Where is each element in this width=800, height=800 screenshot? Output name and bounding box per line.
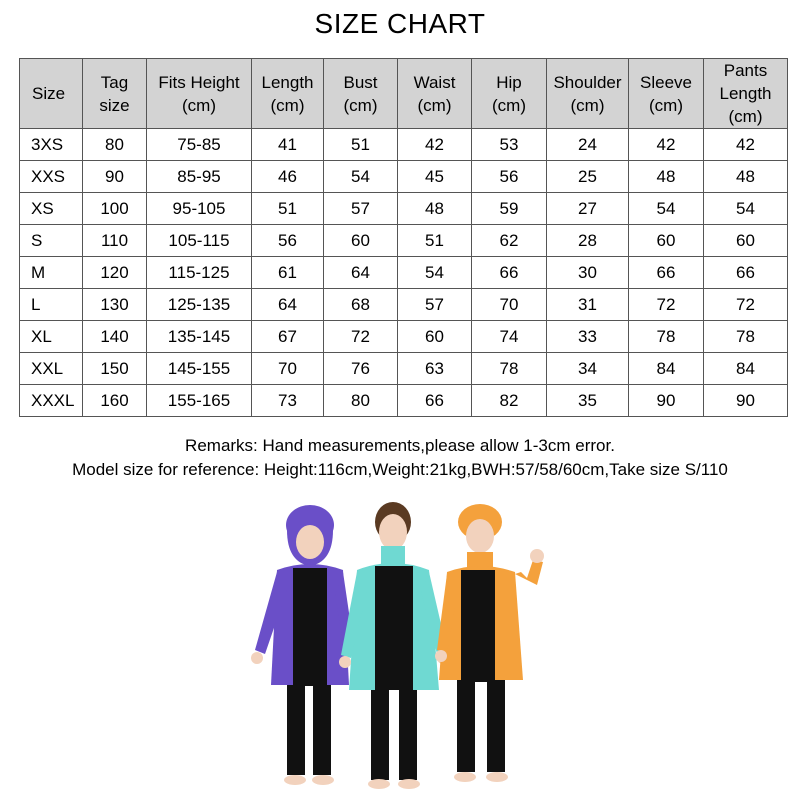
model-teal-figure xyxy=(339,502,449,789)
table-cell: 59 xyxy=(472,193,547,225)
column-header-line: (cm) xyxy=(728,107,763,126)
table-cell: 100 xyxy=(83,193,147,225)
table-cell: 67 xyxy=(252,321,324,353)
table-cell: 70 xyxy=(252,353,324,385)
table-cell: 56 xyxy=(252,225,324,257)
column-header xyxy=(20,59,83,129)
column-header-line: Size xyxy=(32,84,66,103)
table-cell: 46 xyxy=(252,161,324,193)
table-cell: 66 xyxy=(704,257,788,289)
table-cell: 68 xyxy=(324,289,398,321)
column-header-line: (cm) xyxy=(570,95,605,115)
table-cell: 66 xyxy=(398,385,472,417)
table-cell: 48 xyxy=(398,193,472,225)
table-cell: 60 xyxy=(324,225,398,257)
table-cell: 84 xyxy=(629,353,704,385)
table-cell: 82 xyxy=(472,385,547,417)
column-header-line: Waist xyxy=(413,72,456,92)
table-cell: 56 xyxy=(472,161,547,193)
table-cell: 27 xyxy=(547,193,629,225)
table-cell: 54 xyxy=(324,161,398,193)
table-cell: 115-125 xyxy=(147,257,252,289)
table-cell: 48 xyxy=(629,161,704,193)
table-cell: 25 xyxy=(547,161,629,193)
column-header-line: (cm) xyxy=(492,95,526,115)
table-cell: 33 xyxy=(547,321,629,353)
column-header-line: Pants xyxy=(723,61,768,80)
table-row xyxy=(20,353,788,385)
size-chart-table xyxy=(19,58,788,417)
size-label-cell: 3XS xyxy=(20,129,83,161)
size-label-cell: XXS xyxy=(20,161,83,193)
table-cell: 28 xyxy=(547,225,629,257)
table-cell: 80 xyxy=(324,385,398,417)
size-label-cell: XS xyxy=(20,193,83,225)
table-cell: 62 xyxy=(472,225,547,257)
table-cell: 150 xyxy=(83,353,147,385)
table-cell: 125-135 xyxy=(147,289,252,321)
table-cell: 42 xyxy=(398,129,472,161)
table-cell: 51 xyxy=(398,225,472,257)
table-cell: 54 xyxy=(629,193,704,225)
column-header-line: size xyxy=(99,95,130,115)
size-label-cell: XXXL xyxy=(20,385,83,417)
column-header-line: Length xyxy=(719,84,772,103)
remarks-text: Remarks: Hand measurements,please allow 1-3cm error. xyxy=(185,436,615,455)
table-cell: 63 xyxy=(398,353,472,385)
table-cell: 60 xyxy=(704,225,788,257)
size-label-cell: M xyxy=(20,257,83,289)
table-cell: 74 xyxy=(472,321,547,353)
table-cell: 70 xyxy=(472,289,547,321)
table-cell: 66 xyxy=(472,257,547,289)
column-header-line: Fits Height xyxy=(158,72,240,92)
column-header-line: (cm) xyxy=(182,95,216,115)
table-cell: 45 xyxy=(398,161,472,193)
model-photo xyxy=(225,500,570,800)
table-cell: 90 xyxy=(629,385,704,417)
table-cell: 54 xyxy=(704,193,788,225)
size-label-cell: S xyxy=(20,225,83,257)
column-header xyxy=(629,59,704,129)
table-cell: 42 xyxy=(629,129,704,161)
table-body xyxy=(20,129,788,417)
table-cell: 78 xyxy=(704,321,788,353)
page-title: SIZE CHART xyxy=(314,8,486,39)
table-cell: 90 xyxy=(704,385,788,417)
table-cell: 30 xyxy=(547,257,629,289)
table-row xyxy=(20,161,788,193)
table-cell: 53 xyxy=(472,129,547,161)
table-row xyxy=(20,321,788,353)
column-header-line: Length xyxy=(261,72,314,92)
table-cell: 78 xyxy=(629,321,704,353)
table-cell: 80 xyxy=(83,129,147,161)
table-cell: 72 xyxy=(629,289,704,321)
column-header-line: Hip xyxy=(496,72,522,92)
column-header xyxy=(83,59,147,129)
table-cell: 105-115 xyxy=(147,225,252,257)
table-cell: 120 xyxy=(83,257,147,289)
table-cell: 57 xyxy=(398,289,472,321)
table-cell: 90 xyxy=(83,161,147,193)
table-cell: 60 xyxy=(629,225,704,257)
model-orange-figure xyxy=(435,504,544,782)
table-cell: 48 xyxy=(704,161,788,193)
table-cell: 66 xyxy=(629,257,704,289)
column-header-line: (cm) xyxy=(649,95,683,115)
column-header-line: (cm) xyxy=(270,95,305,115)
column-header-line: (cm) xyxy=(417,95,452,115)
model-size-note: Model size for reference: Height:116cm,Weight:21kg,BWH:57/58/60cm,Take size S/110 xyxy=(72,460,728,479)
column-header-line: Bust xyxy=(343,72,378,92)
column-header xyxy=(704,59,788,129)
table-cell: 51 xyxy=(252,193,324,225)
table-cell: 64 xyxy=(324,257,398,289)
table-cell: 31 xyxy=(547,289,629,321)
table-cell: 160 xyxy=(83,385,147,417)
table-cell: 155-165 xyxy=(147,385,252,417)
column-header xyxy=(252,59,324,129)
table-cell: 72 xyxy=(324,321,398,353)
size-label-cell: L xyxy=(20,289,83,321)
table-cell: 76 xyxy=(324,353,398,385)
table-cell: 95-105 xyxy=(147,193,252,225)
table-cell: 73 xyxy=(252,385,324,417)
table-cell: 85-95 xyxy=(147,161,252,193)
column-header-line: (cm) xyxy=(343,95,378,115)
table-cell: 41 xyxy=(252,129,324,161)
size-label-cell: XL xyxy=(20,321,83,353)
table-header-row xyxy=(20,59,788,129)
table-cell: 54 xyxy=(398,257,472,289)
column-header-line: Shoulder xyxy=(553,72,622,92)
table-cell: 24 xyxy=(547,129,629,161)
column-header-line: Tag xyxy=(100,72,129,92)
table-cell: 64 xyxy=(252,289,324,321)
column-header xyxy=(398,59,472,129)
column-header xyxy=(547,59,629,129)
size-label-cell: XXL xyxy=(20,353,83,385)
table-cell: 135-145 xyxy=(147,321,252,353)
table-cell: 130 xyxy=(83,289,147,321)
table-cell: 75-85 xyxy=(147,129,252,161)
table-row xyxy=(20,289,788,321)
table-cell: 61 xyxy=(252,257,324,289)
table-cell: 72 xyxy=(704,289,788,321)
table-cell: 140 xyxy=(83,321,147,353)
table-cell: 42 xyxy=(704,129,788,161)
table-cell: 78 xyxy=(472,353,547,385)
table-cell: 51 xyxy=(324,129,398,161)
model-purple-figure xyxy=(251,505,353,785)
table-cell: 110 xyxy=(83,225,147,257)
column-header xyxy=(147,59,252,129)
table-cell: 145-155 xyxy=(147,353,252,385)
table-cell: 35 xyxy=(547,385,629,417)
table-row xyxy=(20,225,788,257)
column-header xyxy=(472,59,547,129)
table-cell: 34 xyxy=(547,353,629,385)
table-row xyxy=(20,193,788,225)
table-row xyxy=(20,129,788,161)
table-row xyxy=(20,257,788,289)
table-cell: 84 xyxy=(704,353,788,385)
column-header xyxy=(324,59,398,129)
table-cell: 60 xyxy=(398,321,472,353)
column-header-line: Sleeve xyxy=(640,72,692,92)
table-row xyxy=(20,385,788,417)
table-cell: 57 xyxy=(324,193,398,225)
